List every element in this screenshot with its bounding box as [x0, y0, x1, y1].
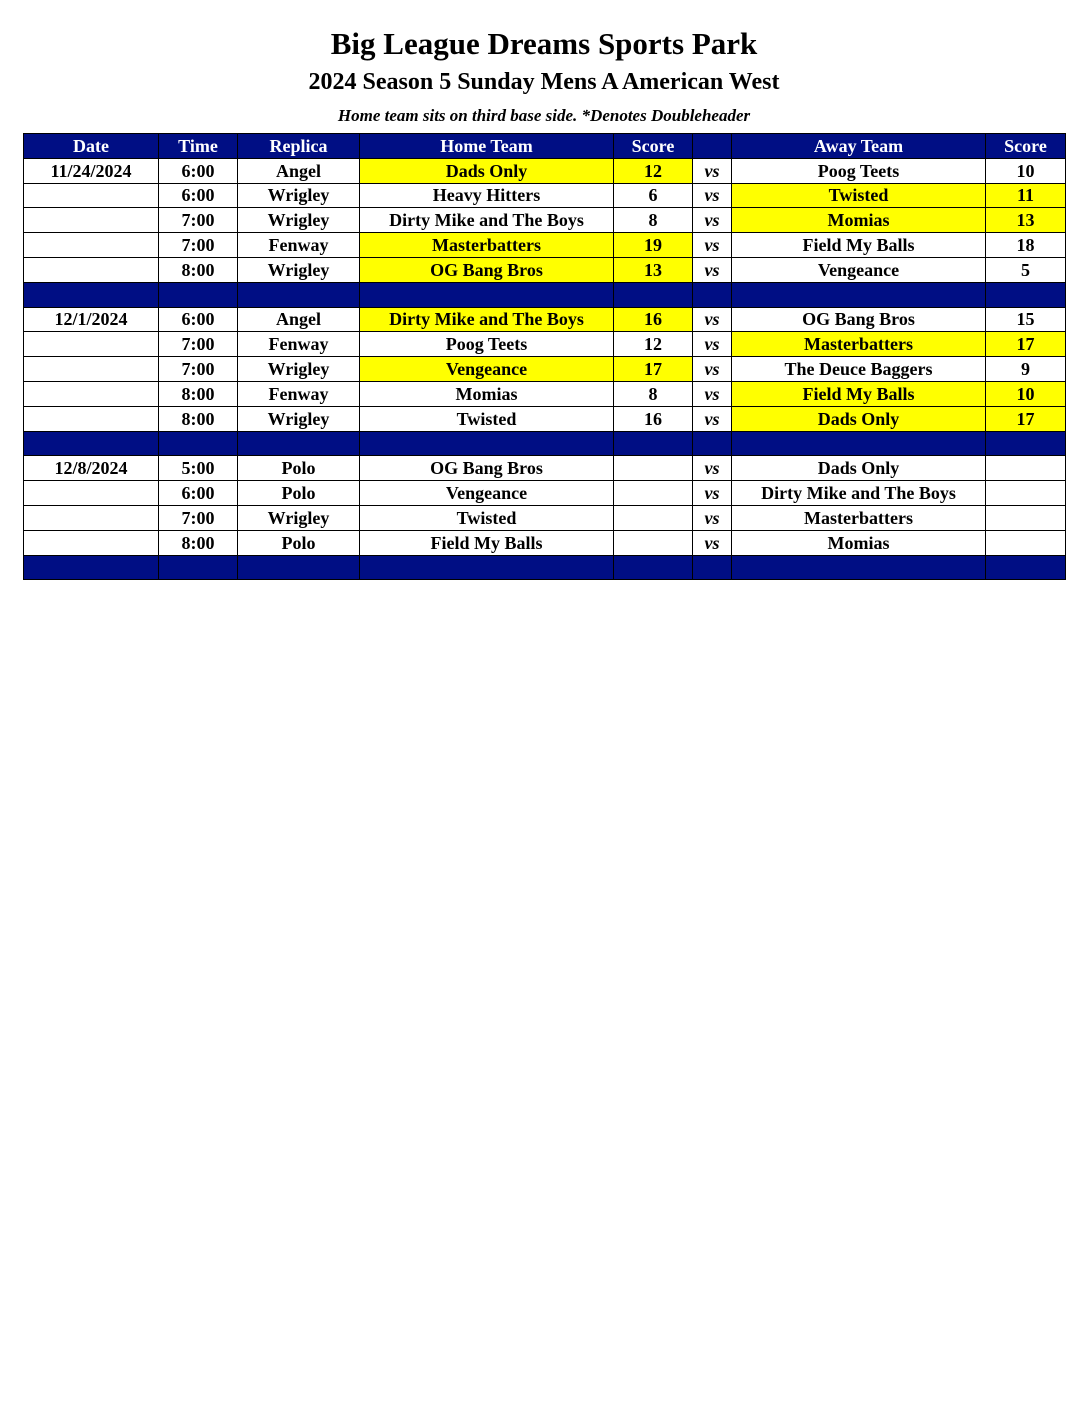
- away-score-cell: 17: [986, 332, 1066, 357]
- page-title: Big League Dreams Sports Park: [330, 26, 758, 61]
- vs-cell: vs: [693, 505, 732, 530]
- home-team-cell: OG Bang Bros: [360, 456, 614, 481]
- away-score-cell: 13: [986, 208, 1066, 233]
- week-separator-row: [24, 555, 1066, 580]
- date-cell: [24, 183, 159, 208]
- separator-cell: [732, 431, 986, 456]
- away-score-cell: 11: [986, 183, 1066, 208]
- home-team-cell: Vengeance: [360, 357, 614, 382]
- home-team-cell: Dirty Mike and The Boys: [360, 307, 614, 332]
- time-cell: 6:00: [159, 307, 238, 332]
- away-team-cell: OG Bang Bros: [732, 307, 986, 332]
- away-team-cell: Field My Balls: [732, 233, 986, 258]
- time-cell: 8:00: [159, 257, 238, 282]
- away-team-cell: Masterbatters: [732, 505, 986, 530]
- vs-cell: vs: [693, 208, 732, 233]
- vs-cell: vs: [693, 257, 732, 282]
- game-row: [24, 406, 1066, 431]
- away-team-cell: Momias: [732, 530, 986, 555]
- away-score-cell: 17: [986, 406, 1066, 431]
- away-score-cell: [986, 456, 1066, 481]
- replica-cell: Polo: [238, 481, 360, 506]
- replica-cell: Polo: [238, 530, 360, 555]
- away-team-cell: Masterbatters: [732, 332, 986, 357]
- home-team-note: Home team sits on third base side. *Denotes Doubleheader: [337, 106, 751, 125]
- game-row: [24, 505, 1066, 530]
- game-row: [24, 381, 1066, 406]
- home-team-cell: Momias: [360, 381, 614, 406]
- game-row: [24, 208, 1066, 233]
- time-cell: 7:00: [159, 233, 238, 258]
- home-team-cell: OG Bang Bros: [360, 257, 614, 282]
- vs-cell: vs: [693, 357, 732, 382]
- game-row: [24, 481, 1066, 506]
- home-score-cell: [614, 456, 693, 481]
- col-header-vs: [693, 134, 732, 159]
- separator-cell: [159, 555, 238, 580]
- time-cell: 7:00: [159, 357, 238, 382]
- replica-cell: Wrigley: [238, 208, 360, 233]
- away-score-cell: 5: [986, 257, 1066, 282]
- home-score-cell: 12: [614, 158, 693, 183]
- time-cell: 7:00: [159, 208, 238, 233]
- vs-cell: vs: [693, 381, 732, 406]
- col-header-away-score: Score: [986, 134, 1066, 159]
- home-team-cell: Vengeance: [360, 481, 614, 506]
- date-cell: 12/1/2024: [24, 307, 159, 332]
- time-cell: 7:00: [159, 505, 238, 530]
- game-row: [24, 357, 1066, 382]
- home-team-cell: Twisted: [360, 406, 614, 431]
- header-row: [24, 134, 1066, 159]
- vs-cell: vs: [693, 183, 732, 208]
- time-cell: 6:00: [159, 158, 238, 183]
- col-header-time: Time: [159, 134, 238, 159]
- game-row: [24, 183, 1066, 208]
- home-score-cell: 8: [614, 381, 693, 406]
- home-team-cell: Field My Balls: [360, 530, 614, 555]
- replica-cell: Wrigley: [238, 357, 360, 382]
- replica-cell: Fenway: [238, 233, 360, 258]
- home-score-cell: [614, 530, 693, 555]
- vs-cell: vs: [693, 406, 732, 431]
- replica-cell: Wrigley: [238, 183, 360, 208]
- home-team-cell: Twisted: [360, 505, 614, 530]
- league-subtitle: 2024 Season 5 Sunday Mens A American West: [308, 69, 780, 95]
- vs-cell: vs: [693, 456, 732, 481]
- week-separator-row: [24, 282, 1066, 307]
- separator-cell: [238, 555, 360, 580]
- game-row: [24, 332, 1066, 357]
- away-score-cell: [986, 530, 1066, 555]
- game-row: [24, 307, 1066, 332]
- separator-cell: [614, 282, 693, 307]
- col-header-home-team: Home Team: [360, 134, 614, 159]
- date-cell: [24, 357, 159, 382]
- game-row: [24, 530, 1066, 555]
- home-score-cell: 12: [614, 332, 693, 357]
- date-cell: [24, 505, 159, 530]
- col-header-date: Date: [24, 134, 159, 159]
- schedule-body: [24, 158, 1066, 580]
- home-score-cell: 17: [614, 357, 693, 382]
- vs-cell: vs: [693, 233, 732, 258]
- away-team-cell: Dads Only: [732, 406, 986, 431]
- time-cell: 8:00: [159, 406, 238, 431]
- game-row: [24, 257, 1066, 282]
- away-score-cell: 10: [986, 158, 1066, 183]
- time-cell: 7:00: [159, 332, 238, 357]
- separator-cell: [614, 431, 693, 456]
- separator-cell: [24, 431, 159, 456]
- separator-cell: [238, 431, 360, 456]
- vs-cell: vs: [693, 530, 732, 555]
- col-header-home-score: Score: [614, 134, 693, 159]
- separator-cell: [238, 282, 360, 307]
- home-team-cell: Poog Teets: [360, 332, 614, 357]
- date-cell: [24, 481, 159, 506]
- away-team-cell: Poog Teets: [732, 158, 986, 183]
- home-team-cell: Masterbatters: [360, 233, 614, 258]
- separator-cell: [159, 431, 238, 456]
- replica-cell: Angel: [238, 307, 360, 332]
- date-cell: [24, 233, 159, 258]
- replica-cell: Fenway: [238, 332, 360, 357]
- separator-cell: [360, 555, 614, 580]
- away-score-cell: [986, 505, 1066, 530]
- time-cell: 8:00: [159, 530, 238, 555]
- time-cell: 6:00: [159, 183, 238, 208]
- time-cell: 5:00: [159, 456, 238, 481]
- separator-cell: [732, 282, 986, 307]
- away-team-cell: Vengeance: [732, 257, 986, 282]
- date-cell: [24, 406, 159, 431]
- time-cell: 8:00: [159, 381, 238, 406]
- separator-cell: [986, 555, 1066, 580]
- date-cell: [24, 332, 159, 357]
- replica-cell: Wrigley: [238, 406, 360, 431]
- vs-cell: vs: [693, 158, 732, 183]
- schedule-table: [23, 133, 1066, 580]
- away-score-cell: 18: [986, 233, 1066, 258]
- game-row: [24, 233, 1066, 258]
- replica-cell: Polo: [238, 456, 360, 481]
- separator-cell: [159, 282, 238, 307]
- vs-cell: vs: [693, 481, 732, 506]
- away-score-cell: 9: [986, 357, 1066, 382]
- date-cell: 12/8/2024: [24, 456, 159, 481]
- separator-cell: [986, 282, 1066, 307]
- replica-cell: Wrigley: [238, 257, 360, 282]
- away-score-cell: [986, 481, 1066, 506]
- separator-cell: [24, 555, 159, 580]
- week-separator-row: [24, 431, 1066, 456]
- home-score-cell: 8: [614, 208, 693, 233]
- separator-cell: [614, 555, 693, 580]
- replica-cell: Wrigley: [238, 505, 360, 530]
- game-row: [24, 158, 1066, 183]
- col-header-replica: Replica: [238, 134, 360, 159]
- home-team-cell: Heavy Hitters: [360, 183, 614, 208]
- col-header-away-team: Away Team: [732, 134, 986, 159]
- date-cell: [24, 530, 159, 555]
- game-row: [24, 456, 1066, 481]
- away-score-cell: 10: [986, 381, 1066, 406]
- away-team-cell: Momias: [732, 208, 986, 233]
- replica-cell: Angel: [238, 158, 360, 183]
- away-team-cell: The Deuce Baggers: [732, 357, 986, 382]
- vs-cell: vs: [693, 332, 732, 357]
- away-team-cell: Field My Balls: [732, 381, 986, 406]
- date-cell: 11/24/2024: [24, 158, 159, 183]
- separator-cell: [360, 282, 614, 307]
- home-score-cell: 13: [614, 257, 693, 282]
- date-cell: [24, 257, 159, 282]
- home-team-cell: Dirty Mike and The Boys: [360, 208, 614, 233]
- away-team-cell: Dads Only: [732, 456, 986, 481]
- home-score-cell: 19: [614, 233, 693, 258]
- date-cell: [24, 208, 159, 233]
- away-team-cell: Twisted: [732, 183, 986, 208]
- separator-cell: [732, 555, 986, 580]
- home-score-cell: [614, 481, 693, 506]
- home-score-cell: 6: [614, 183, 693, 208]
- vs-cell: vs: [693, 307, 732, 332]
- separator-cell: [986, 431, 1066, 456]
- replica-cell: Fenway: [238, 381, 360, 406]
- away-score-cell: 15: [986, 307, 1066, 332]
- separator-cell: [693, 555, 732, 580]
- separator-cell: [360, 431, 614, 456]
- home-team-cell: Dads Only: [360, 158, 614, 183]
- home-score-cell: 16: [614, 406, 693, 431]
- away-team-cell: Dirty Mike and The Boys: [732, 481, 986, 506]
- home-score-cell: 16: [614, 307, 693, 332]
- home-score-cell: [614, 505, 693, 530]
- time-cell: 6:00: [159, 481, 238, 506]
- separator-cell: [24, 282, 159, 307]
- date-cell: [24, 381, 159, 406]
- separator-cell: [693, 282, 732, 307]
- separator-cell: [693, 431, 732, 456]
